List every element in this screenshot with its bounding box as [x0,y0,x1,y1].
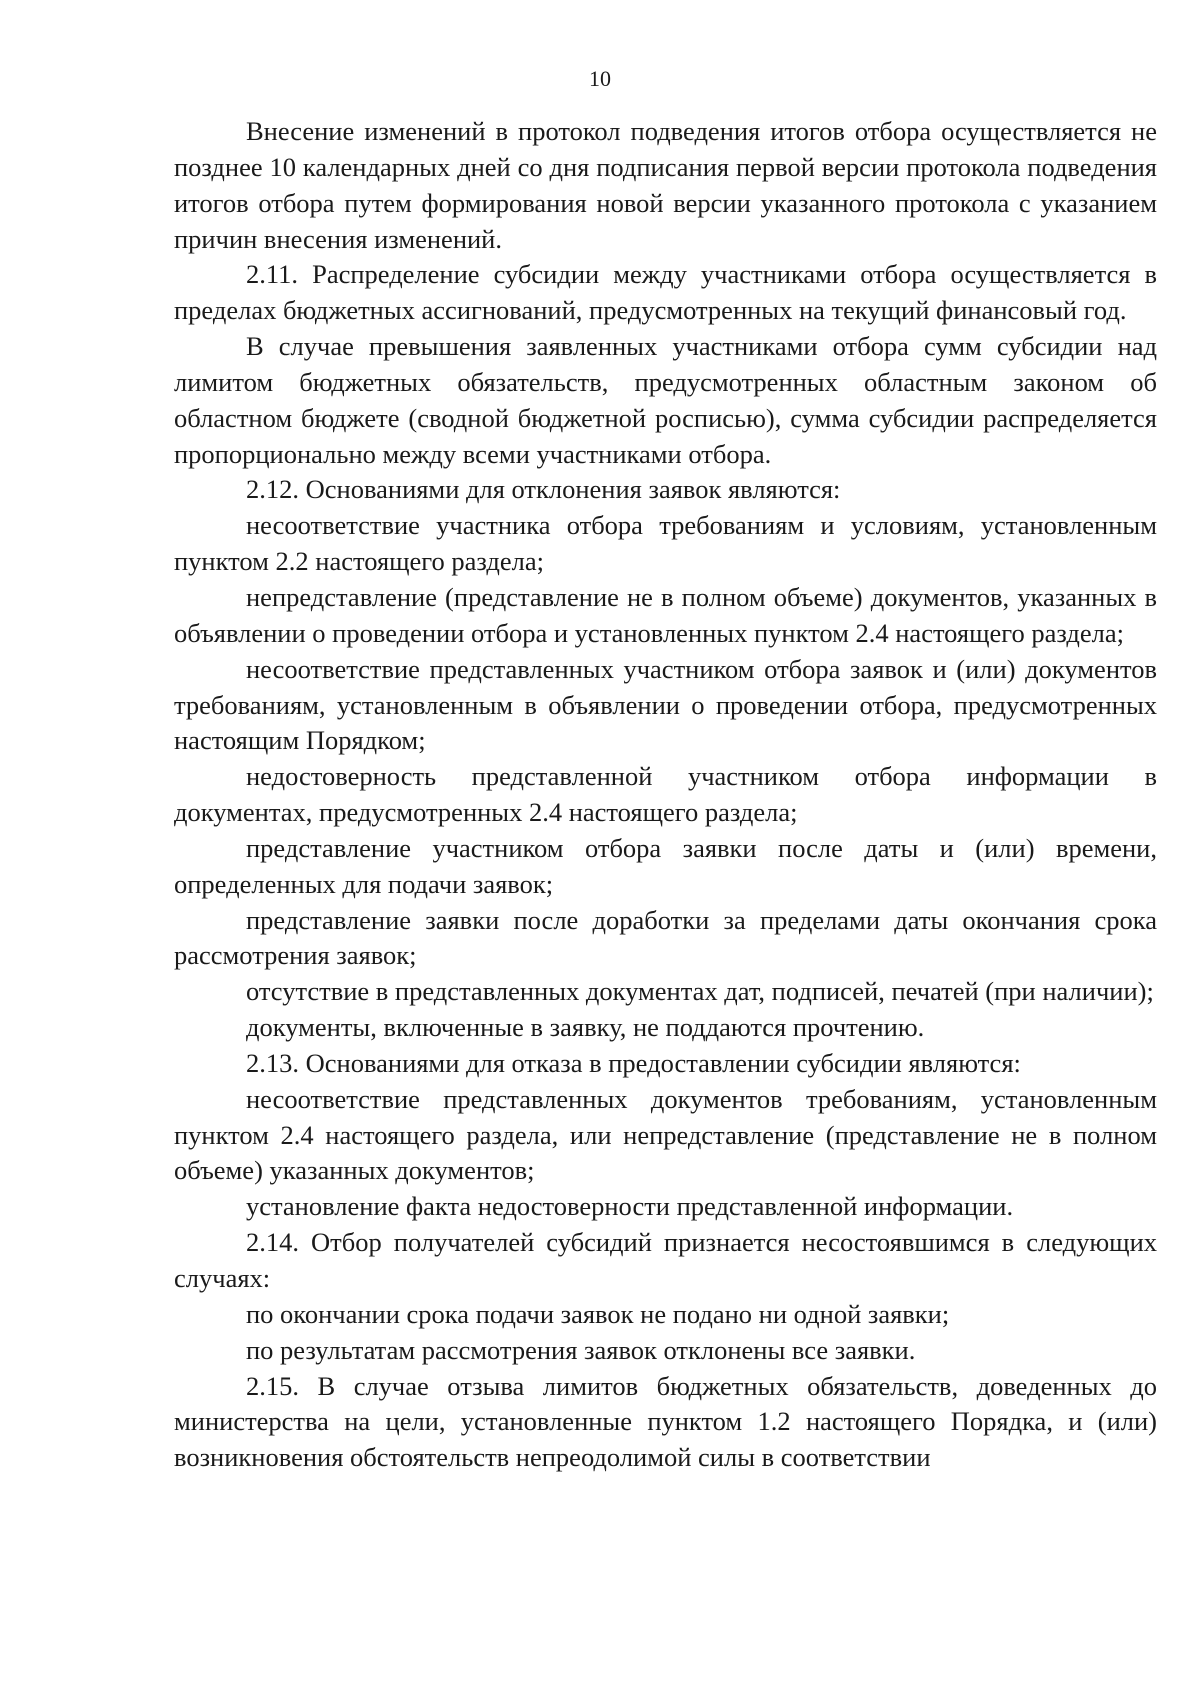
list-item-rejection-4: недостоверность представленной участником отбора информации в документах, предусмотренных 2.4 настоящего раздела; [174,761,1157,828]
paragraph-2-14: 2.14. Отбор получателей субсидий признается несостоявшимся в следующих случаях: [174,1227,1157,1293]
list-item-rejection-7: отсутствие в представленных документах дат, подписей, печатей (при наличии); [246,976,1154,1007]
paragraph-subsidy-excess: В случае превышения заявленных участниками отбора сумм субсидии над лимитом бюджетных обязательств, предусмотренных областным законом об областном бюджете (сводной бюджетной росписью), сумма субсидии распределяется пропорционально между всеми участниками отбора. [174,331,1157,469]
document-body [174,114,1157,1476]
paragraph-2-13: 2.13. Основаниями для отказа в предоставлении субсидии являются: [246,1047,1021,1078]
paragraph-2-12: 2.12. Основаниями для отклонения заявок являются: [246,474,841,505]
list-item-failed-1: по окончании срока подачи заявок не подано ни одной заявки; [246,1298,950,1329]
list-item-rejection-5: представление участником отбора заявки после даты и (или) времени, определенных для подачи заявок; [174,832,1157,899]
list-item-rejection-6: представление заявки после доработки за пределами даты окончания срока рассмотрения заявок; [174,904,1157,971]
page-number: 10 [589,66,611,91]
paragraph-protocol-changes: Внесение изменений в протокол подведения итогов отбора осуществляется не позднее 10 календарных дней со дня подписания первой версии протокола подведения итогов отбора путем формирования новой версии указанного протокола с указанием причин внесения изменений. [174,116,1157,254]
paragraph-2-15: 2.15. В случае отзыва лимитов бюджетных обязательств, доведенных до министерства на цели, установленные пунктом 1.2 настоящего Порядка, и (или) возникновения обстоятельств непреодолимой силы в соответствии [174,1370,1157,1473]
list-item-rejection-2: непредставление (представление не в полном объеме) документов, указанных в объявлении о проведении отбора и установленных пунктом 2.4 настоящего раздела; [174,581,1157,648]
list-item-refusal-2: установление факта недостоверности представленной информации. [246,1191,1014,1222]
list-item-failed-2: по результатам рассмотрения заявок отклонены все заявки. [246,1334,916,1365]
list-item-rejection-1: несоответствие участника отбора требованиям и условиям, установленным пунктом 2.2 настоящего раздела; [174,510,1157,577]
paragraph-2-11: 2.11. Распределение субсидии между участниками отбора осуществляется в пределах бюджетных ассигнований, предусмотренных на текущий финансовый год. [174,259,1157,326]
list-item-rejection-3: несоответствие представленных участником отбора заявок и (или) документов требованиям, установленным в объявлении о проведении отбора, предусмотренных настоящим Порядком; [174,653,1157,756]
list-item-refusal-1: несоответствие представленных документов требованиям, установленным пунктом 2.4 настоящего раздела, или непредставление (представление не в полном объеме) указанных документов; [174,1083,1157,1186]
list-item-rejection-8: документы, включенные в заявку, не поддаются прочтению. [246,1012,925,1043]
